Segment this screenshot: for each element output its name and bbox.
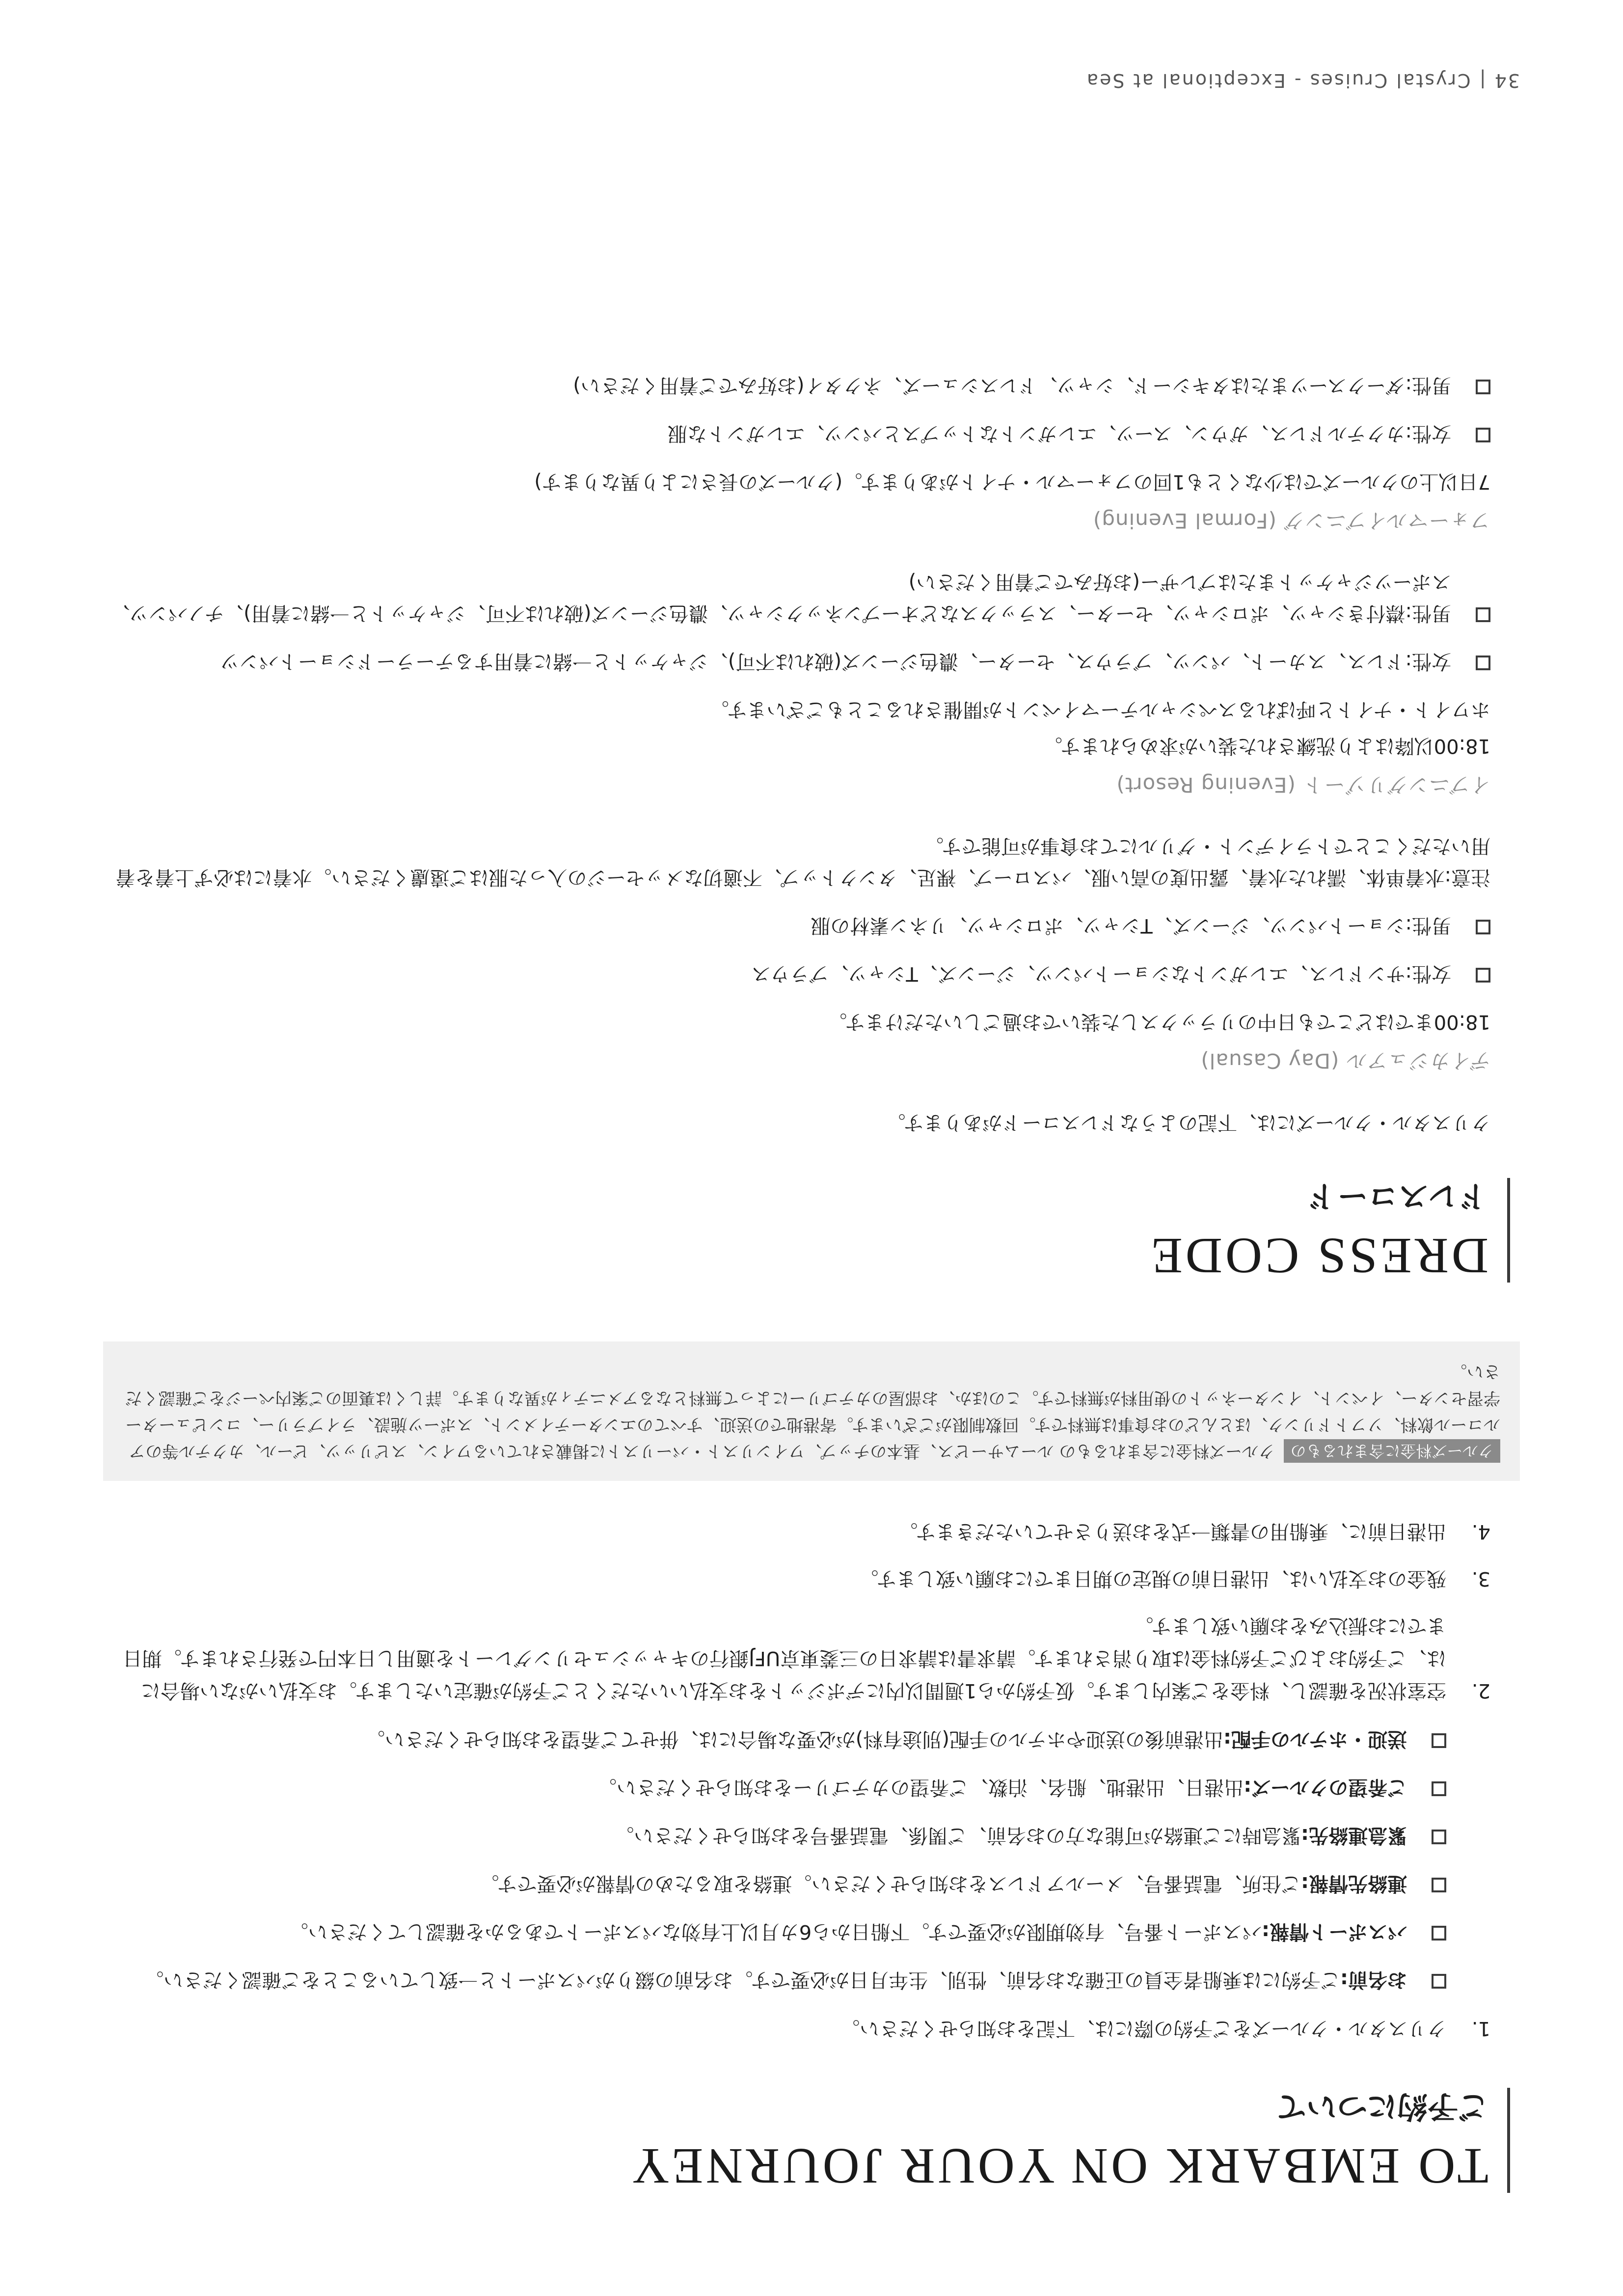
page-footer: 34 | Crystal Cruises - Exceptional at Sea	[1085, 70, 1520, 91]
item-text: ご住所、電話番号、メールアドレスをお知らせください。連絡を取るための情報が必要です。	[479, 1872, 1301, 1895]
item-text: 出港日、出港地、船名、泊数、ご希望のカテゴリーをお知らせください。	[597, 1776, 1244, 1799]
checkbox-icon	[1432, 1974, 1446, 1989]
checklist-item	[103, 1964, 1446, 1995]
dress-title-ja: ドレスコード	[1306, 1178, 1488, 1215]
step-text: クリスタル・クルーズをご予約の際には、下記をお知らせください。	[840, 2017, 1446, 2040]
step-1-checklist	[103, 1723, 1446, 1995]
day-casual-title: デイカジュアル (Day Casual)	[1200, 1048, 1490, 1073]
step-2	[103, 1610, 1490, 1707]
item-label: お名前:	[1340, 1968, 1407, 1992]
evening-resort-title: イブニングリゾート (Evening Resort)	[1116, 772, 1490, 797]
item-text: 男性:ショートパンツ、ジーンズ、Tシャツ、ポロシャツ、リネン素材の服	[811, 914, 1451, 937]
step-text: 空室状況を確認し、料金をご案内します。仮予約から1週間以内にデポジットをお支払いいただくとご予約が確定いたします。お支払いがない場合には、ご予約およびご予約料金は取り消されます。請求書は請求日の三菱東京UFJ銀行のキャッシュセリングレートを適用し日本円で発行されます。期日までにお振込みをお願い致します。	[122, 1614, 1446, 1702]
evening-resort-checklist	[103, 566, 1490, 677]
step-text: 残金のお支払いは、出港日前の規定の期日までにお願い致します。	[859, 1567, 1446, 1590]
item-text: ご予約には乗船者全員の正確なお名前、性別、生年月日が必要です。お名前の綴りがパスポートと一致していることをご確認ください。	[144, 1968, 1340, 1992]
item-label: 連絡先情報:	[1301, 1872, 1407, 1895]
item-label: ご希望のクルーズ:	[1244, 1776, 1407, 1799]
evening-resort-text-2: ホワイト・ナイトと呼ばれるスペシャルテーマイベントが開催されることもございます。	[709, 698, 1490, 721]
item-label: パスポート情報:	[1262, 1920, 1407, 1943]
checklist-item	[103, 958, 1490, 989]
step-number: 2.	[1471, 1679, 1490, 1702]
formal-evening-checklist	[103, 370, 1490, 449]
checklist-item	[103, 1868, 1446, 1899]
item-text: 女性:サンドレス、エレガントなショートパンツ、ジーンズ、Tシャツ、ブラウス	[751, 962, 1451, 985]
step-text: 出港日前に、乗船用の書類一式をお送りさせていただきます。	[898, 1520, 1446, 1543]
checklist-item	[103, 566, 1490, 629]
included-tag: クルーズ料金に含まれるもの	[1284, 1439, 1500, 1463]
step-number: 4.	[1471, 1520, 1490, 1543]
checkbox-icon	[1432, 1781, 1446, 1796]
included-text: クルーズ料金に含まれるもの ルームサービス、基本のチップ、ワインリスト・バーリストに掲載されているワイン、スピリッツ、ビール、カクテル等のアルコール飲料、ソフトドリンク、ほとんどのお食事は無料です。回数制限がございます。寄港地での送迎、すべてのエンターテイメント、スポーツ施設、ライブラリー、コンピューター学習センター、イベント、インターネットの使用料が無料です。このほか、お部屋のカテゴリーによって無料となるアメニティが異なります。詳しくは裏面のご案内ページをご確認ください。	[125, 1362, 1500, 1461]
item-text: パスポート番号、有効期限が必要です。下船日から6カ月以上有効なパスポートであるかを確認してください。	[288, 1920, 1262, 1943]
checklist-item	[103, 1820, 1446, 1851]
dress-code-header	[103, 1178, 1510, 1283]
checkbox-icon	[1476, 380, 1490, 394]
dress-lead: クリスタル・クルーズには、下記のようなドレスコードがあります。	[886, 1111, 1490, 1134]
item-text: 緊急時にご連絡が可能な方のお名前、ご関係、電話番号をお知らせください。	[614, 1824, 1301, 1847]
reservation-title-en: TO EMBARK ON YOUR JOURNEY	[629, 2138, 1488, 2194]
checkbox-icon	[1476, 607, 1490, 622]
reservation-header	[103, 2088, 1510, 2193]
dress-title-en: DRESS CODE	[1148, 1228, 1488, 1285]
checklist-item	[103, 370, 1490, 401]
day-casual-note: 注意:水着単体、濡れた水着、露出度の高い服、バスローブ、裸足、タンクトップ、不適切なメッセージの入った服はご遠慮ください。水着には必ず上着を着用いただくことでトライデント・グリルにてお食事が可能です。	[115, 834, 1490, 889]
reservation-steps	[103, 1515, 1490, 2045]
checklist-item	[103, 418, 1490, 449]
checkbox-icon	[1432, 1830, 1446, 1844]
checkbox-icon	[1476, 968, 1490, 983]
day-casual-checklist	[103, 910, 1490, 989]
checklist-item	[103, 1723, 1446, 1755]
checklist-item	[103, 646, 1490, 677]
included-info-box	[103, 1341, 1520, 1481]
item-text: 女性:カクテルドレス、ガウン、スーツ、エレガントなトップスとパンツ、エレガントな服	[667, 422, 1451, 445]
checkbox-icon	[1476, 920, 1490, 934]
item-text: 男性:襟付きシャツ、ポロシャツ、セーター、スラックスなどオープンネックシャツ、濃色ジーンズ(破れは不可、ジャケットと一緒に着用)、チノパンツ、スポーツジャケットまたはブレザー(お好みでご着用ください)	[110, 570, 1451, 625]
day-casual-text: 18:00まではどこでも日中のリラックスした装いでお過ごしいただけます。	[827, 1010, 1490, 1033]
checkbox-icon	[1476, 656, 1490, 670]
formal-evening-title: フォーマルイブニング (Formal Evening)	[1092, 508, 1490, 533]
step-3	[103, 1562, 1490, 1595]
checkbox-icon	[1432, 1733, 1446, 1748]
item-label: 緊急連絡先:	[1301, 1824, 1407, 1847]
evening-resort-text-1: 18:00以降はより洗練された装いが求められます。	[1042, 734, 1490, 757]
checklist-item	[103, 1772, 1446, 1803]
formal-evening-text: 7日以上のクルーズでは少なくとも1回のフォーマル・ナイトがあります。(クルーズの長さにより異なります)	[534, 470, 1490, 493]
item-text: 出港前後の送迎やホテルの手配(別途有料)が必要な場合には、併せてご希望をお知らせください。	[365, 1728, 1223, 1751]
checkbox-icon	[1476, 428, 1490, 442]
step-4	[103, 1515, 1490, 1548]
reservation-title-ja: ご予約について	[1276, 2088, 1488, 2125]
step-number: 3.	[1471, 1567, 1490, 1590]
step-1	[103, 1723, 1490, 2045]
checkbox-icon	[1432, 1878, 1446, 1892]
item-label: 送迎・ホテルの手配:	[1223, 1728, 1407, 1751]
item-text: 女性:ドレス、スカート、パンツ、ブラウス、セーター、濃色ジーンズ(破れは不可)、ジャケットと一緒に着用するテーラードショートパンツ	[219, 650, 1451, 673]
item-text: 男性:ダークスーツまたはタキシード、シャツ、ドレスシューズ、ネクタイ(お好みでご着用ください)	[573, 374, 1451, 397]
step-number: 1.	[1471, 2017, 1490, 2040]
checklist-item	[103, 1916, 1446, 1947]
checklist-item	[103, 910, 1490, 941]
checkbox-icon	[1432, 1926, 1446, 1941]
